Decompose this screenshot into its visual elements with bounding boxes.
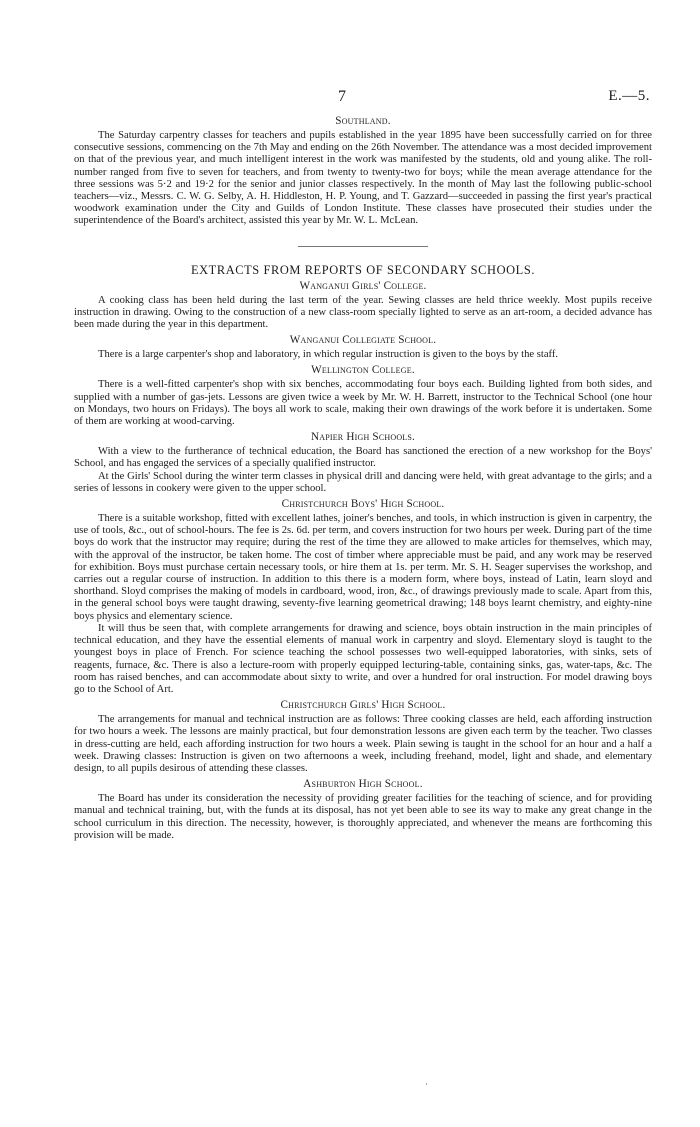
paragraph-napier-2: At the Girls' School during the winter term classes in physical drill and dancing were held, with great advantage to the girls; and a series of lessons in cookery were given to the upper school. <box>74 470 652 494</box>
section-heading-wellington: Wellington College. <box>311 364 415 377</box>
paragraph-christchurch-boys-2: It will thus be seen that, with complete arrangements for drawing and science, boys obtain instruction in the main principles of technical education, and they have the essential elements of manual work in carpentry and sloyd. Elementary sloyd is taught to the youngest boys in place of French. For science teaching the school possesses two well-equipped laboratories, with sinks, sets of reagents, furnace, &c. There is also a lecture-room with properly equipped lecturing-table, containing sinks, gas, water-taps, &c. The room has raised benches, and can accommodate about sixty to write, and over a hundred for oral instruction. For model drawing boys go to the School of Art. <box>74 622 652 695</box>
section-heading-ashburton: Ashburton High School. <box>303 778 423 791</box>
main-title: EXTRACTS FROM REPORTS OF SECONDARY SCHOOLS. <box>190 262 536 277</box>
page-body <box>74 115 652 842</box>
paragraph-napier-1: With a view to the furtherance of technical education, the Board has sanctioned the erection of a new workshop for the Boys' School, and has engaged the services of a specially qualified instructor. <box>74 446 652 470</box>
section-heading-napier: Napier High Schools. <box>310 431 416 444</box>
paragraph-christchurch-boys-1: There is a suitable workshop, fitted with excellent lathes, joiner's benches, and tools, in which instruction is given in carpentry, the use of tools, &c., out of school-hours. The fee is 2s. 6d. per term, and covers instruction for two hours per week. During part of the time boys do work that the instructor may require; during the rest of the time they are allowed to make articles for themselves, which may, with the approval of the instructor, be taken home. The cost of timber where appreciable must be paid, and any work may be reserved for exhibition. Boys must purchase certain necessary tools, or hire them at 1s. per term. Mr. S. H. Seager supervises the workshop, and carries out a regular course of instruction. In addition to this there is a modern form, where boys, instead of Latin, learn sloyd and shorthand. Sloyd comprises the making of models in cardboard, wood, iron, &c., of drawings previously made to scale. Apart from this, in the general school boys were taught drawing, seventy-five learning geometrical drawing; 148 boys learnt chemistry, and eighty-nine boys physics and elementary science. <box>74 513 652 622</box>
section-heading-christchurch-girls: Christchurch Girls' High School. <box>280 699 446 712</box>
footer-mark: · <box>425 1079 428 1089</box>
paragraph-wellington: There is a well-fitted carpenter's shop with six benches, accommodating four boys each. Building lighted from both sides, and supplied with a number of gas-jets. Lessons are given twice a week by Mr. W. H. Barrett, instructor to the Technical School (one hour on Mondays, two hours on Fridays). The boys all work to scale, making their own drawings of the work before it is undertaken. Some of them are working at wood-carving. <box>74 379 652 428</box>
paragraph-christchurch-girls: The arrangements for manual and technical instruction are as follows: Three cooking classes are held, each affording instruction for two hours a week. The lessons are mainly practical, but four demonstration lessons are given each term by the teacher. Two classes in dress-cutting are held, each affording instruction for two hours a week. Plain sewing is taught in the school for an hour and a half a week. Drawing classes: Instruction is given on two afternoons a week, including freehand, model, light and shade, and elementary design, to all pupils desirous of attending these classes. <box>74 714 652 774</box>
paragraph-wanganui-girls: A cooking class has been held during the last term of the year. Sewing classes are held thrice weekly. Most pupils receive instruction in drawing. Owing to the construction of a new class-room specially lighted to serve as an art-room, a decided advance has been made during the year in this department. <box>74 294 652 331</box>
document-reference: E.—5. <box>608 88 650 104</box>
paragraph-southland: The Saturday carpentry classes for teachers and pupils established in the year 1895 have been successfully carried on for three consecutive sessions, commencing on the 7th May and ending on the 26th November. The attendance was a most decided improvement on that of the previous year, and much intelligent interest in the work was manifested by the students, old and young alike. The roll-number ranged from five to seven for teachers, and from twenty to twenty-two for boys; while the mean average attendance for the three sessions was 5·2 and 19·2 for the senior and junior classes respectively. In the month of May last the following public-school teachers—viz., Messrs. C. W. G. Selby, A. H. Hiddleston, H. P. Young, and T. Gazzard—succeeded in passing the first year's practical woodwork examination under the City and Guilds of London Institute. These classes have prosecuted their studies under the superintendence of the Board's architect, assisted this year by Mr. W. L. McLean. <box>74 130 652 227</box>
page-header <box>0 88 700 108</box>
section-heading-wanganui-collegiate: Wanganui Collegiate School. <box>289 334 437 347</box>
section-heading-southland: Southland. <box>335 115 391 127</box>
page-number: 7 <box>338 88 346 105</box>
section-heading-wanganui-girls: Wanganui Girls' College. <box>299 279 427 292</box>
paragraph-ashburton: The Board has under its consideration the necessity of providing greater facilities for the teaching of science, and for providing manual and technical training, but, with the funds at its disposal, has not yet been able to see its way to make any great change in the school curriculum in this direction. The necessity, however, is thoroughly appreciated, and whenever the means are forthcoming this provision will be made. <box>74 793 652 841</box>
section-divider <box>298 246 428 247</box>
section-heading-christchurch-boys: Christchurch Boys' High School. <box>281 498 445 511</box>
paragraph-wanganui-collegiate: There is a large carpenter's shop and laboratory, in which regular instruction is given to the boys by the staff. <box>98 349 559 361</box>
